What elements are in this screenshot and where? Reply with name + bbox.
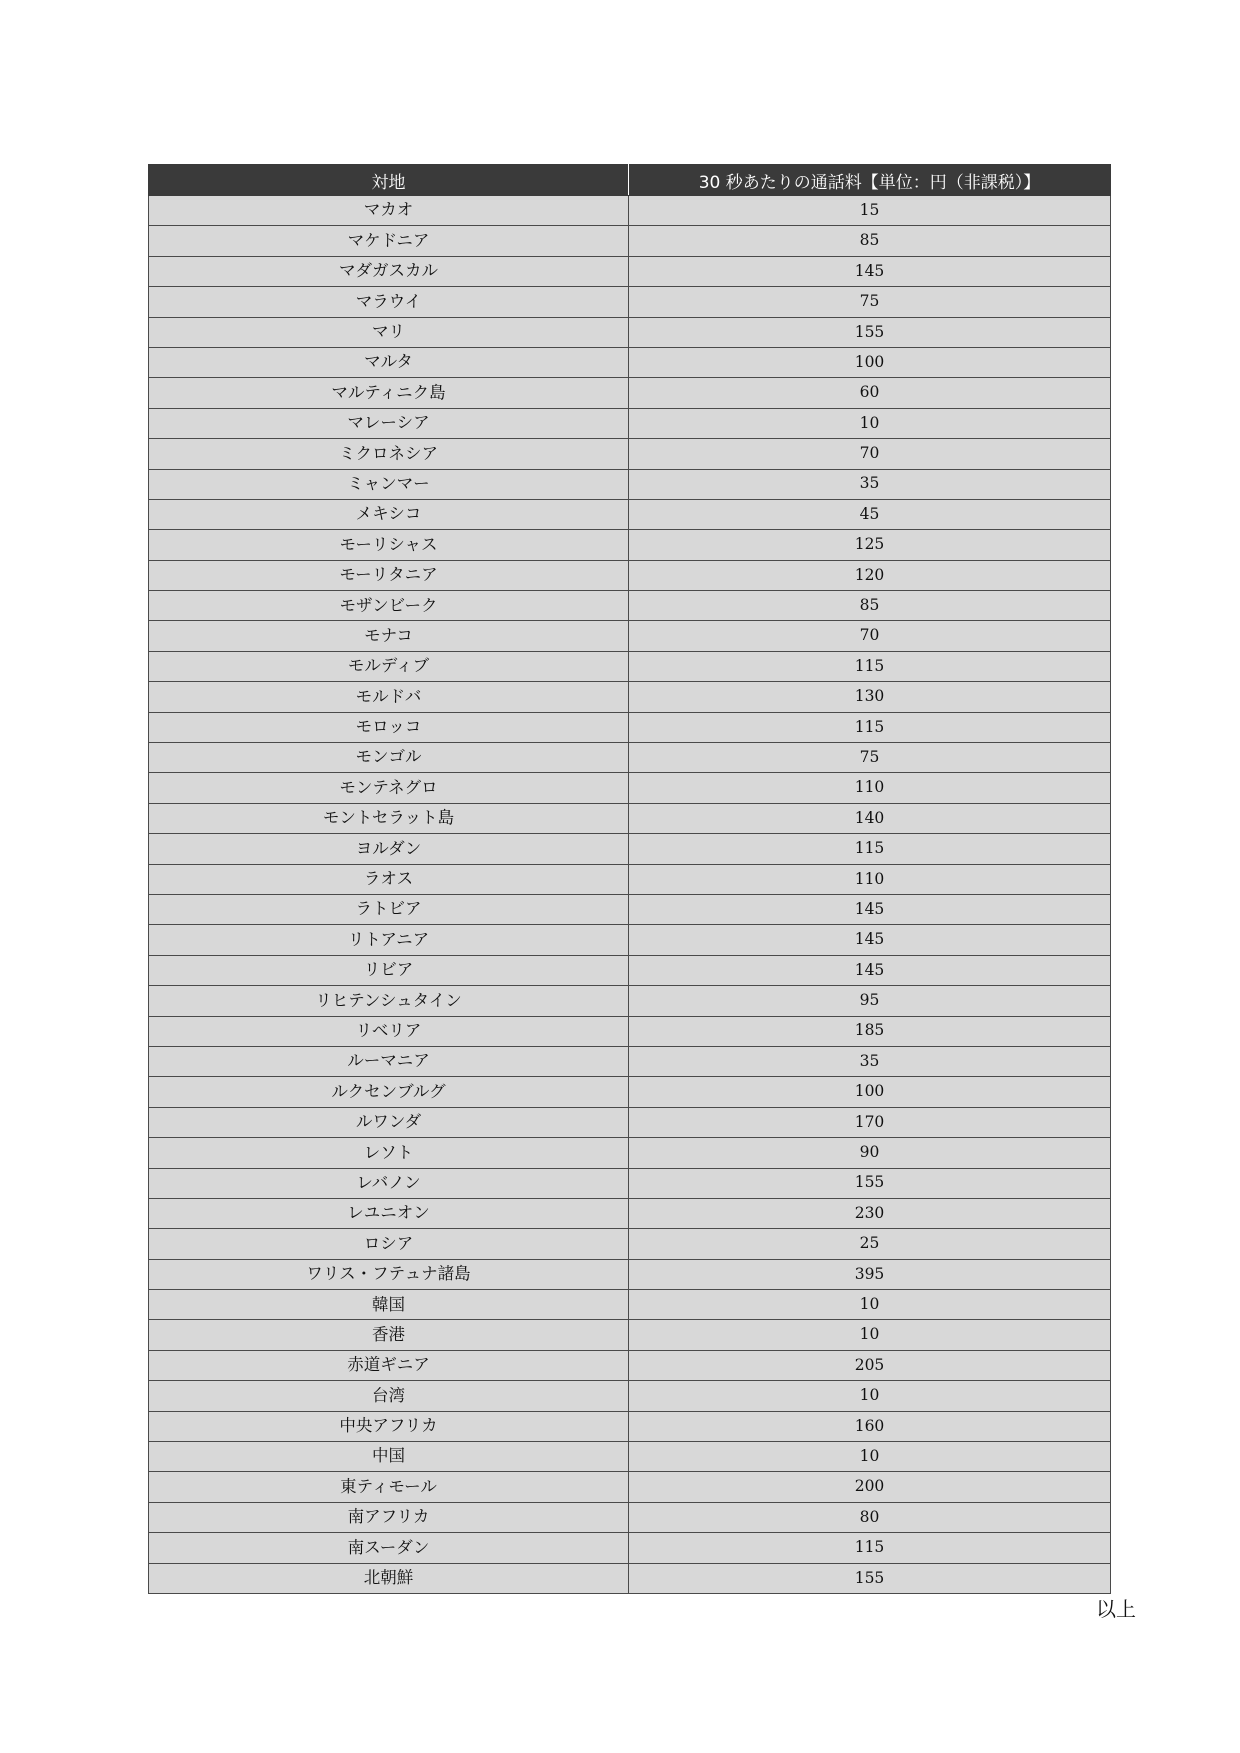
destination-cell: レバノン xyxy=(149,1168,629,1198)
table-row xyxy=(149,1350,1111,1380)
destination-cell: モザンビーク xyxy=(149,591,629,621)
destination-cell: モンゴル xyxy=(149,743,629,773)
rate-cell: 85 xyxy=(629,226,1111,256)
rate-cell: 25 xyxy=(629,1229,1111,1259)
rate-cell: 115 xyxy=(629,834,1111,864)
rate-cell: 145 xyxy=(629,894,1111,924)
rate-cell: 230 xyxy=(629,1198,1111,1228)
destination-cell: メキシコ xyxy=(149,499,629,529)
call-rate-table xyxy=(148,164,1111,1594)
rate-cell: 155 xyxy=(629,317,1111,347)
table-row xyxy=(149,408,1111,438)
destination-cell: モーリシャス xyxy=(149,530,629,560)
table-row xyxy=(149,347,1111,377)
table-row xyxy=(149,1198,1111,1228)
rate-cell: 10 xyxy=(629,1290,1111,1320)
table-row xyxy=(149,287,1111,317)
destination-cell: マルタ xyxy=(149,347,629,377)
rate-cell: 145 xyxy=(629,925,1111,955)
table-row xyxy=(149,925,1111,955)
rate-cell: 130 xyxy=(629,682,1111,712)
destination-cell: リヒテンシュタイン xyxy=(149,986,629,1016)
table-row xyxy=(149,1411,1111,1441)
table-row xyxy=(149,1502,1111,1532)
table-row xyxy=(149,1533,1111,1563)
rate-cell: 110 xyxy=(629,864,1111,894)
rate-cell: 10 xyxy=(629,408,1111,438)
table-row xyxy=(149,1563,1111,1593)
column-header-rate: 30 秒あたりの通話料【単位：円（非課税）】 xyxy=(629,165,1111,196)
rate-cell: 75 xyxy=(629,743,1111,773)
destination-cell: マカオ xyxy=(149,196,629,226)
destination-cell: マレーシア xyxy=(149,408,629,438)
destination-cell: ルワンダ xyxy=(149,1107,629,1137)
rate-cell: 110 xyxy=(629,773,1111,803)
rate-cell: 35 xyxy=(629,469,1111,499)
destination-cell: ロシア xyxy=(149,1229,629,1259)
table-row xyxy=(149,1046,1111,1076)
rate-cell: 15 xyxy=(629,196,1111,226)
table-row xyxy=(149,621,1111,651)
rate-cell: 115 xyxy=(629,712,1111,742)
rate-cell: 395 xyxy=(629,1259,1111,1289)
table-header-row xyxy=(149,165,1111,196)
destination-cell: 南アフリカ xyxy=(149,1502,629,1532)
rate-cell: 35 xyxy=(629,1046,1111,1076)
destination-cell: モルディブ xyxy=(149,651,629,681)
table-row xyxy=(149,1077,1111,1107)
destination-cell: ルーマニア xyxy=(149,1046,629,1076)
destination-cell: レソト xyxy=(149,1138,629,1168)
rate-cell: 145 xyxy=(629,955,1111,985)
destination-cell: ラトビア xyxy=(149,894,629,924)
rate-cell: 200 xyxy=(629,1472,1111,1502)
rate-cell: 100 xyxy=(629,1077,1111,1107)
destination-cell: モロッコ xyxy=(149,712,629,742)
destination-cell: リトアニア xyxy=(149,925,629,955)
rate-cell: 115 xyxy=(629,1533,1111,1563)
destination-cell: リベリア xyxy=(149,1016,629,1046)
destination-cell: 台湾 xyxy=(149,1381,629,1411)
table-row xyxy=(149,1442,1111,1472)
rate-cell: 115 xyxy=(629,651,1111,681)
rate-cell: 170 xyxy=(629,1107,1111,1137)
destination-cell: マケドニア xyxy=(149,226,629,256)
table-row xyxy=(149,560,1111,590)
rate-cell: 70 xyxy=(629,621,1111,651)
destination-cell: 南スーダン xyxy=(149,1533,629,1563)
table-row xyxy=(149,712,1111,742)
table-row xyxy=(149,864,1111,894)
table-row xyxy=(149,834,1111,864)
destination-cell: 東ティモール xyxy=(149,1472,629,1502)
table-row xyxy=(149,1381,1111,1411)
destination-cell: レユニオン xyxy=(149,1198,629,1228)
rate-cell: 160 xyxy=(629,1411,1111,1441)
table-row xyxy=(149,256,1111,286)
table-row xyxy=(149,803,1111,833)
destination-cell: モーリタニア xyxy=(149,560,629,590)
destination-cell: 中国 xyxy=(149,1442,629,1472)
table-row xyxy=(149,1138,1111,1168)
destination-cell: マラウイ xyxy=(149,287,629,317)
rate-cell: 90 xyxy=(629,1138,1111,1168)
table-row xyxy=(149,955,1111,985)
table-row xyxy=(149,1168,1111,1198)
destination-cell: ルクセンブルグ xyxy=(149,1077,629,1107)
rate-cell: 10 xyxy=(629,1381,1111,1411)
table-row xyxy=(149,773,1111,803)
table-row xyxy=(149,530,1111,560)
rate-cell: 140 xyxy=(629,803,1111,833)
destination-cell: モントセラット島 xyxy=(149,803,629,833)
rate-cell: 145 xyxy=(629,256,1111,286)
rate-cell: 10 xyxy=(629,1320,1111,1350)
table-row xyxy=(149,682,1111,712)
destination-cell: 韓国 xyxy=(149,1290,629,1320)
table-row xyxy=(149,1259,1111,1289)
rate-cell: 205 xyxy=(629,1350,1111,1380)
table-row xyxy=(149,1472,1111,1502)
destination-cell: ヨルダン xyxy=(149,834,629,864)
table-row xyxy=(149,226,1111,256)
table-row xyxy=(149,591,1111,621)
table-row xyxy=(149,1320,1111,1350)
destination-cell: ミャンマー xyxy=(149,469,629,499)
table-row xyxy=(149,1290,1111,1320)
rate-cell: 155 xyxy=(629,1168,1111,1198)
destination-cell: マルティニク島 xyxy=(149,378,629,408)
destination-cell: リビア xyxy=(149,955,629,985)
rate-cell: 75 xyxy=(629,287,1111,317)
rate-cell: 125 xyxy=(629,530,1111,560)
rate-cell: 155 xyxy=(629,1563,1111,1593)
destination-cell: モンテネグロ xyxy=(149,773,629,803)
destination-cell: マリ xyxy=(149,317,629,347)
rate-cell: 45 xyxy=(629,499,1111,529)
destination-cell: 香港 xyxy=(149,1320,629,1350)
table-row xyxy=(149,651,1111,681)
table-row xyxy=(149,196,1111,226)
rate-cell: 60 xyxy=(629,378,1111,408)
destination-cell: マダガスカル xyxy=(149,256,629,286)
destination-cell: モルドバ xyxy=(149,682,629,712)
rate-cell: 85 xyxy=(629,591,1111,621)
destination-cell: ワリス・フテュナ諸島 xyxy=(149,1259,629,1289)
rate-cell: 95 xyxy=(629,986,1111,1016)
table-row xyxy=(149,894,1111,924)
rate-cell: 10 xyxy=(629,1442,1111,1472)
table-row xyxy=(149,317,1111,347)
table-row xyxy=(149,1107,1111,1137)
table-row xyxy=(149,378,1111,408)
column-header-destination: 対地 xyxy=(149,165,629,196)
rate-cell: 80 xyxy=(629,1502,1111,1532)
table-body xyxy=(149,196,1111,1594)
rate-cell: 70 xyxy=(629,439,1111,469)
rate-cell: 100 xyxy=(629,347,1111,377)
rate-cell: 185 xyxy=(629,1016,1111,1046)
rate-cell: 120 xyxy=(629,560,1111,590)
destination-cell: 北朝鮮 xyxy=(149,1563,629,1593)
table-row xyxy=(149,439,1111,469)
table-row xyxy=(149,1016,1111,1046)
table-row xyxy=(149,499,1111,529)
table-row xyxy=(149,743,1111,773)
table-row xyxy=(149,986,1111,1016)
closing-note: 以上 xyxy=(1096,1597,1136,1621)
destination-cell: 中央アフリカ xyxy=(149,1411,629,1441)
table-row xyxy=(149,469,1111,499)
destination-cell: ラオス xyxy=(149,864,629,894)
destination-cell: モナコ xyxy=(149,621,629,651)
destination-cell: ミクロネシア xyxy=(149,439,629,469)
destination-cell: 赤道ギニア xyxy=(149,1350,629,1380)
table-row xyxy=(149,1229,1111,1259)
